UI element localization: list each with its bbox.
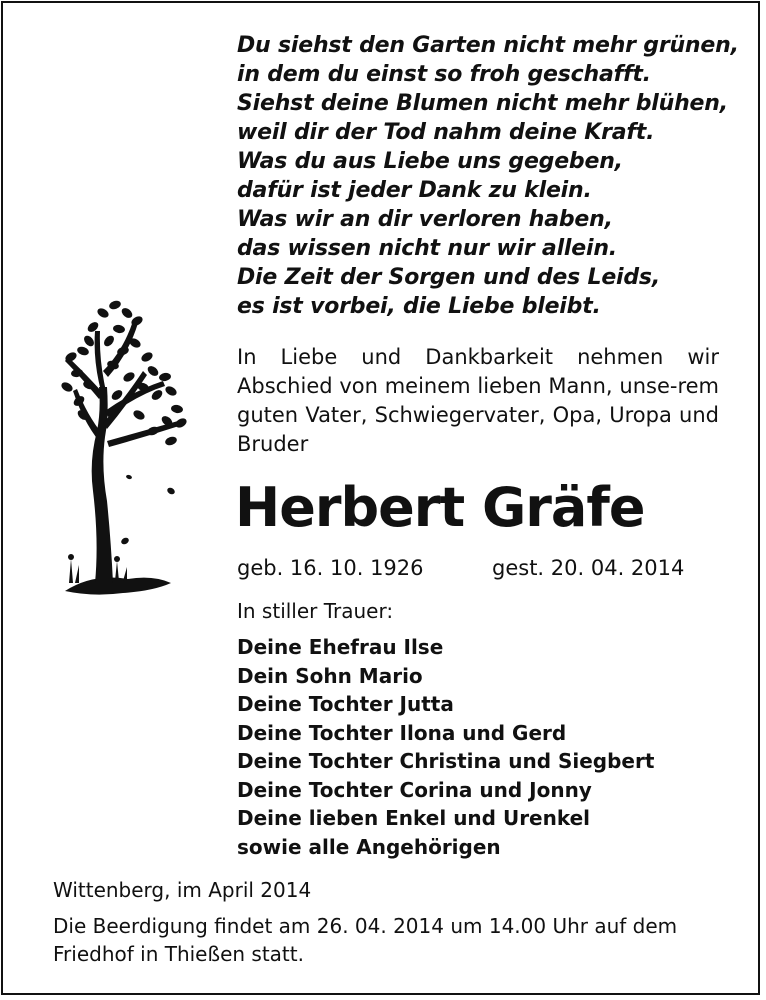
funeral-notice: Die Beerdigung findet am 26. 04. 2014 um 14.00 Uhr auf dem Friedhof in Thießen statt. — [53, 914, 678, 966]
mourner: Deine Tochter Christina und Siegbert — [237, 749, 655, 773]
poem-line: das wissen nicht nur wir allein. — [237, 236, 617, 261]
intro-text: In Liebe und Dankbarkeit nehmen wir Abschied von meinem lieben Mann, unse-rem guten Vater, Schwiegervater, Opa, Uropa und Bruder — [237, 345, 719, 456]
place-date: Wittenberg, im April 2014 — [53, 878, 312, 902]
poem-line: weil dir der Tod nahm deine Kraft. — [237, 120, 655, 145]
mourner: Dein Sohn Mario — [237, 663, 423, 688]
death-date: gest. 20. 04. 2014 — [492, 556, 685, 580]
poem-line: Siehst deine Blumen nicht mehr blühen, — [237, 91, 728, 116]
poem — [237, 31, 747, 321]
birth-date: geb. 16. 10. 1926 — [237, 556, 424, 580]
mourner: Deine lieben Enkel und Urenkel — [237, 806, 591, 830]
poem-line: Was du aus Liebe uns gegeben, — [237, 149, 623, 174]
poem-line: dafür ist jeder Dank zu klein. — [237, 178, 592, 203]
poem-line: es ist vorbei, die Liebe bleibt. — [237, 294, 601, 319]
mourner: Deine Tochter Jutta — [237, 692, 454, 716]
mourning-label: In stiller Trauer: — [237, 599, 394, 623]
mourner: sowie alle Angehörigen — [237, 834, 501, 859]
poem-line: in dem du einst so froh geschafft. — [237, 62, 651, 87]
mourner: Deine Tochter Ilona und Gerd — [237, 720, 567, 745]
mourners-list — [237, 633, 737, 861]
poem-line: Du siehst den Garten nicht mehr grünen, — [237, 33, 739, 58]
deceased-name: Herbert Gräfe — [235, 476, 645, 539]
obituary-frame — [1, 1, 760, 995]
poem-line: Was wir an dir verloren haben, — [237, 207, 613, 232]
mourner: Deine Tochter Corina und Jonny — [237, 777, 592, 802]
mourner: Deine Ehefrau Ilse — [237, 635, 444, 659]
life-dates — [237, 553, 737, 583]
tree-silhouette-icon — [53, 291, 203, 611]
poem-line: Die Zeit der Sorgen und des Leids, — [237, 265, 660, 290]
